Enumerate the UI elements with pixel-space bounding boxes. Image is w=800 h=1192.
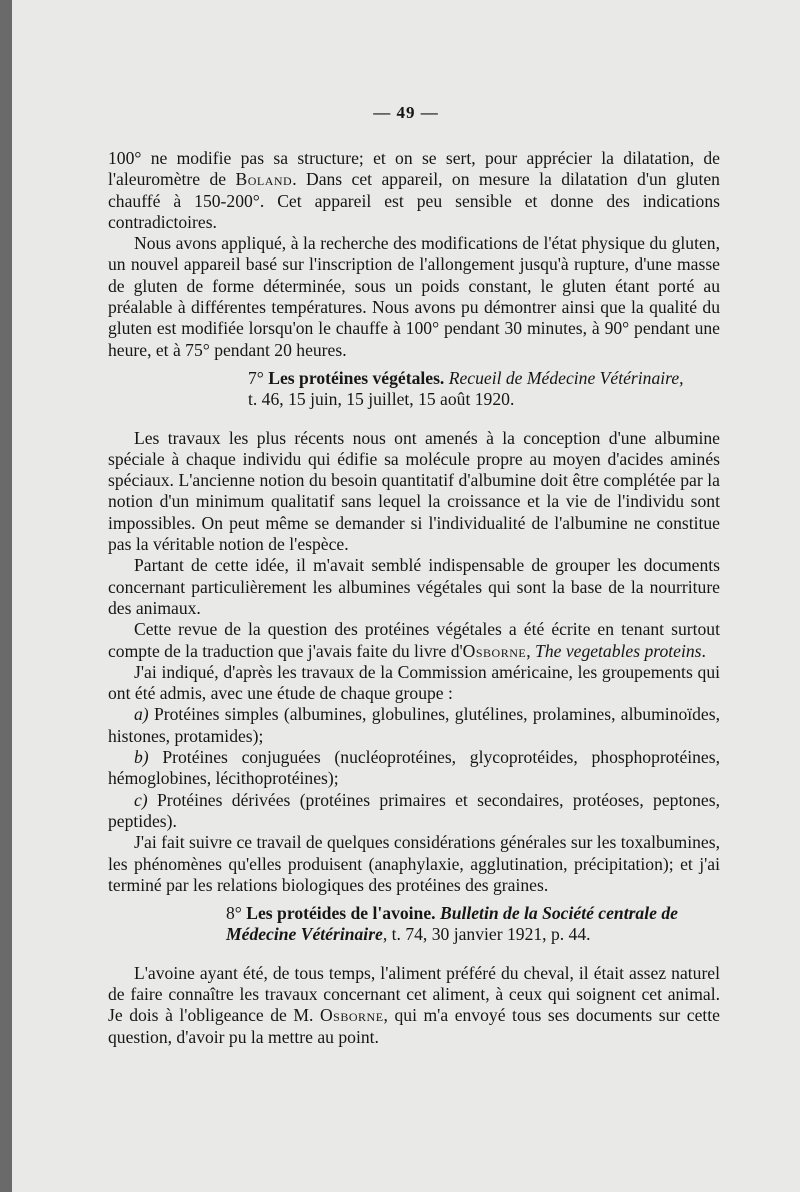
book-title: The vegetables proteins [535, 640, 702, 661]
paragraph-osborne-translation: Cette revue de la question des protéines végétales a été écrite en tenant surtout compte de la traduction que j'avais faite du livre d'Osborne, The vegetables proteins. [108, 619, 720, 661]
reference-title: Les protéides de l'avoine. [246, 903, 436, 924]
paragraph-albumine: Les travaux les plus récents nous ont amenés à la conception d'une albumine spéciale à chaque individu qui édifie sa molécule propre au moyen d'acides aminés spéciaux. L'ancienne notion du besoin quantitatif d'albumine doit être complétée par la notion d'un minimum qualitatif sans lequel la croissance et la vie de l'individu sont impossibles. On peut même se demander si l'individualité de l'albumine ne constitue pas la véritable notion de l'espèce. [108, 427, 720, 555]
reference-journal: Recueil de Médecine Vétérinaire, [448, 367, 684, 388]
paragraph-groupements: J'ai indiqué, d'après les travaux de la Commission américaine, les groupements qui ont été admis, avec une étude de chaque groupe : [108, 661, 720, 704]
reference-number: 8° [226, 903, 242, 924]
page-number: — 49 — [373, 103, 439, 122]
author-name: Osborne [462, 640, 527, 661]
paragraph-boland: 100° ne modifie pas sa structure; et on se sert, pour apprécier la dilatation, de l'aleuromètre de Boland. Dans cet appareil, on mesure la dilatation d'un gluten chauffé à 150-200°. Cet appareil est peu sensible et donne des indications contradictoires. [108, 148, 720, 232]
reference-journal: Bulletin de la Société centrale de Médecine Vétérinaire [226, 903, 678, 945]
paragraph-toxalbumines: J'ai fait suivre ce travail de quelques considérations générales sur les toxalbumines, les phénomènes qu'elles produisent (anaphylaxie, agglutination, précipitation); et j'ai terminé par les relations biologiques des protéines des graines. [108, 832, 720, 895]
list-item: c) Protéines dérivées (protéines primaires et secondaires, protéoses, peptones, peptides). [108, 789, 720, 831]
paragraph-gluten-apparatus: Nous avons appliqué, à la recherche des modifications de l'état physique du gluten, un nouvel appareil basé sur l'inscription de l'allongement jusqu'à rupture, d'une masse de gluten de forme déterminée, sous un poids constant, le gluten étant porté au préalable à différentes températures. Nous avons pu démontrer ainsi que la qualité du gluten est modifiée lorsqu'on le chauffe à 100° pendant 30 minutes, à 90° pendant une heure, et à 75° pendant 20 heures. [108, 233, 720, 360]
paragraph-documents: Partant de cette idée, il m'avait semblé indispensable de grouper les documents concernant particulièrement les albumines végétales qui sont la base de la nourriture des animaux. [108, 555, 720, 618]
author-name: Osborne [319, 1005, 384, 1026]
reference-8 [226, 903, 720, 946]
reference-title: Les protéines végétales. [268, 367, 445, 388]
author-name: Boland [235, 169, 293, 190]
paragraph-avoine: L'avoine ayant été, de tous temps, l'aliment préféré du cheval, il était assez naturel de faire connaître les travaux concernant cet aliment, à ceux qui soignent cet animal. Je dois à l'obligeance de M. Osborne, qui m'a envoyé tous ses documents sur cette question, d'avoir pu la mettre au point. [108, 962, 720, 1047]
reference-details: , t. 74, 30 janvier 1921, p. 44. [382, 924, 591, 945]
reference-details: t. 46, 15 juin, 15 juillet, 15 août 1920. [248, 389, 515, 410]
page-body [108, 148, 720, 1048]
list-item: a) Protéines simples (albumines, globulines, glutélines, prolamines, albuminoïdes, histones, protamides); [108, 704, 720, 746]
reference-7 [248, 368, 720, 411]
document-page [12, 0, 800, 1192]
list-item: b) Protéines conjuguées (nucléoprotéines, glycoprotéides, phosphoprotéines, hémoglobines, lécithoprotéines); [108, 747, 720, 789]
reference-number: 7° [248, 367, 264, 388]
